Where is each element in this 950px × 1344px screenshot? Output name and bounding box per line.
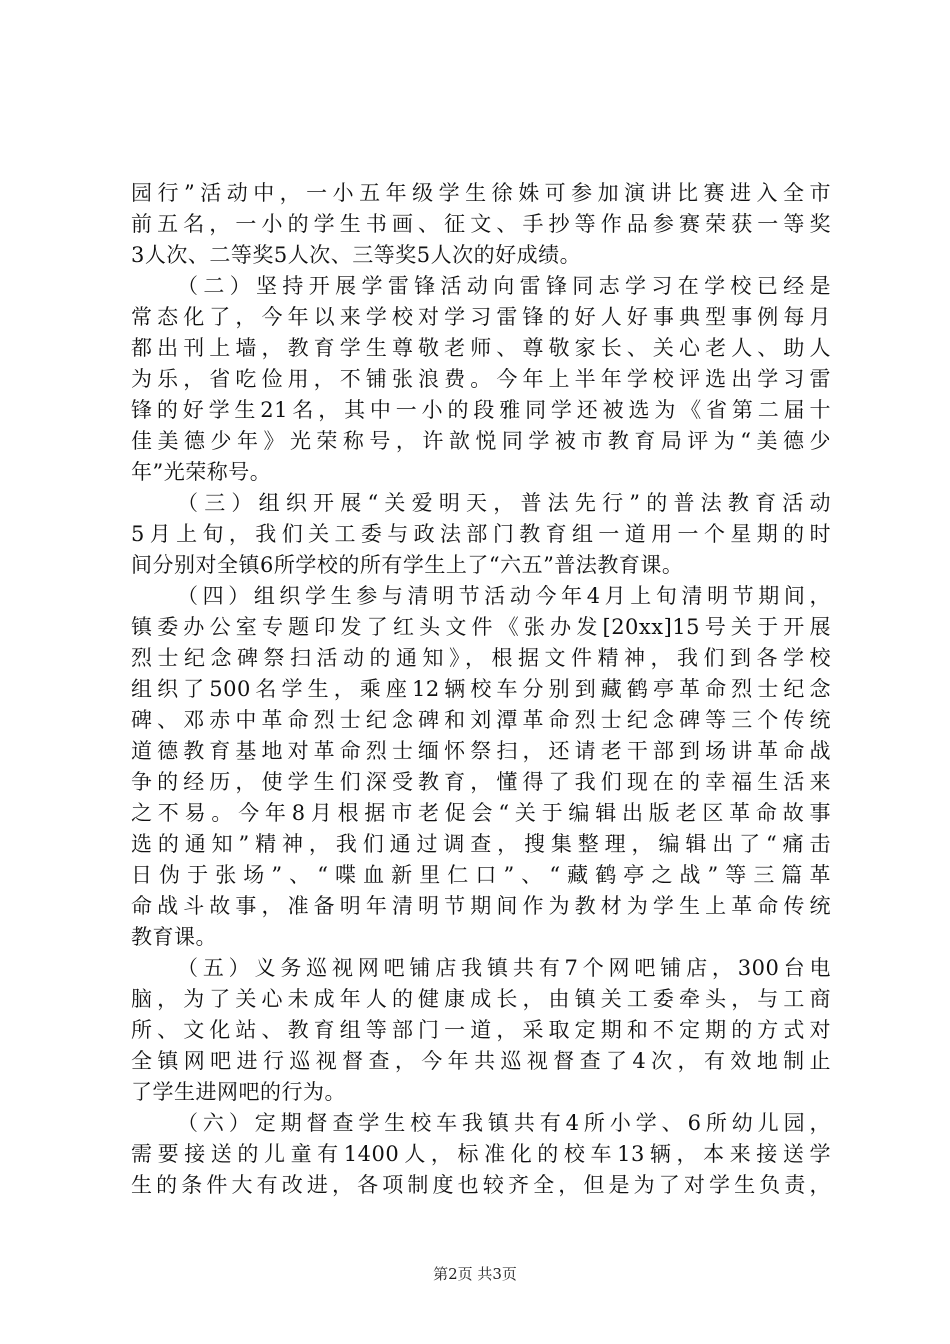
text-line: 烈士纪念碑祭扫活动的通知》，根据文件精神，我们到各学校 [131,646,831,670]
text-line: 生的条件大有改进，各项制度也较齐全，但是为了对学生负责， [131,1173,831,1197]
text-line: 3人次、二等奖5人次、三等奖5人次的好成绩。 [131,243,582,267]
text-line: 需要接送的儿童有1400人，标准化的校车13辆，本来接送学 [131,1142,831,1166]
paragraph-start-line: （六）定期督查学生校车我镇共有4所小学、6所幼儿园， [177,1111,831,1135]
text-line: 间分别对全镇6所学校的所有学生上了“六五”普法教育课。 [131,553,684,577]
text-line: 所、文化站、教育组等部门一道，采取定期和不定期的方式对 [131,1018,831,1042]
text-line: 脑，为了关心未成年人的健康成长，由镇关工委牵头，与工商 [131,987,831,1011]
text-line: 锋的好学生21名，其中一小的段雅同学还被选为《省第二届十 [131,398,831,422]
text-line: 了学生进网吧的行为。 [131,1080,346,1104]
paragraph-start-line: （三）组织开展“关爱明天，普法先行”的普法教育活动 [177,491,831,515]
text-line: 都出刊上墙，教育学生尊敬老师、尊敬家长、关心老人、助人 [131,336,831,360]
paragraph-start-line: （五）义务巡视网吧铺店我镇共有7个网吧铺店，300台电 [177,956,831,980]
text-line: 日伪于张场”、“喋血新里仁口”、“藏鹤亭之战”等三篇革 [131,863,831,887]
text-line: 全镇网吧进行巡视督查，今年共巡视督查了4次，有效地制止 [131,1049,831,1073]
text-line: 选的通知”精神，我们通过调查，搜集整理，编辑出了“痛击 [131,832,831,856]
text-line: 道德教育基地对革命烈士缅怀祭扫，还请老干部到场讲革命战 [131,739,831,763]
text-line: 园行”活动中，一小五年级学生徐姝可参加演讲比赛进入全市 [131,181,831,205]
text-line: 为乐，省吃俭用，不铺张浪费。今年上半年学校评选出学习雷 [131,367,831,391]
text-line: 之不易。今年8月根据市老促会“关于编辑出版老区革命故事 [131,801,831,825]
text-line: 常态化了，今年以来学校对学习雷锋的好人好事典型事例每月 [131,305,831,329]
text-line: 教育课。 [131,925,217,949]
text-line: 碑、邓赤中革命烈士纪念碑和刘潭革命烈士纪念碑等三个传统 [131,708,831,732]
text-line: 组织了500名学生，乘座12辆校车分别到藏鹤亭革命烈士纪念 [131,677,831,701]
paragraph-start-line: （二）坚持开展学雷锋活动向雷锋同志学习在学校已经是 [177,274,831,298]
text-line: 镇委办公室专题印发了红头文件《张办发[20xx]15号关于开展 [131,615,831,639]
text-line: 5月上旬，我们关工委与政法部门教育组一道用一个星期的时 [131,522,831,546]
paragraph-start-line: （四）组织学生参与清明节活动今年4月上旬清明节期间， [177,584,831,608]
text-line: 前五名，一小的学生书画、征文、手抄等作品参赛荣获一等奖 [131,212,831,236]
text-line: 争的经历，使学生们深受教育，懂得了我们现在的幸福生活来 [131,770,831,794]
text-line: 命战斗故事，准备明年清明节期间作为教材为学生上革命传统 [131,894,831,918]
text-line: 佳美德少年》光荣称号，许歆悦同学被市教育局评为“美德少 [131,429,831,453]
page-number-footer: 第2页 共3页 [433,1265,517,1283]
document-body [131,178,831,1201]
text-line: 年”光荣称号。 [131,460,272,484]
